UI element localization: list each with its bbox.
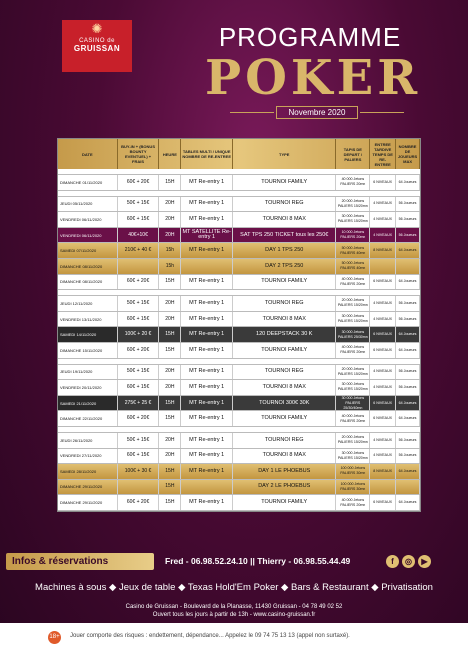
cell-tapis: 40 000 Jetons PALIERS 20mn [336,275,370,290]
phone-numbers [165,556,350,566]
table-header [58,139,420,169]
cell-buyin: 60€ + 20€ [118,275,160,290]
cell-joueurs: 64 Joueurs [396,495,420,510]
cell-type: DAY 1 TPS 250 [233,243,336,258]
cell-date: VENDREDI 20/11/2020 [58,380,118,395]
cell-entree [370,191,396,196]
cell-entree: 6 NIVEAUX [370,175,396,190]
cell-joueurs: 56 Joueurs [396,365,420,380]
cell-entree: 6 NIVEAUX [370,275,396,290]
cell-joueurs: 64 Joueurs [396,411,420,426]
cell-joueurs: 64 Joueurs [396,275,420,290]
cell-entree: 4 NIVEAUX [370,312,396,327]
cell-joueurs [396,427,420,432]
cell-entree [370,169,396,174]
cell-buyin: 60€ + 20€ [118,343,160,358]
cell-heure: 15h [159,243,181,258]
header-heure: HEURE [159,139,181,169]
cell-entree: 4 NIVEAUX [370,380,396,395]
cell-type: TOURNOI FAMILY [233,495,336,510]
cell-tapis: 20 000 Jetons PALIERS 15/20mn [336,197,370,212]
phone-fred[interactable]: Fred - 06.98.52.24.10 [165,556,248,566]
cell-heure: 20H [159,312,181,327]
cell-joueurs [396,480,420,495]
cell-heure: 15H [159,480,181,495]
cell-buyin: 275€ + 25 € [118,396,160,411]
cell-heure: 15H [159,464,181,479]
cell-buyin: 60€ + 15€ [118,212,160,227]
cell-tables: MT Re-entry 1 [181,464,233,479]
cell-tables: MT Re-entry 1 [181,433,233,448]
social-links [386,555,431,568]
cell-entree: 6 NIVEAUX [370,495,396,510]
cell-buyin: 60€ + 20€ [118,175,160,190]
table-row [58,175,420,191]
cell-heure: 15h [159,259,181,274]
cell-tables: MT Re-entry 1 [181,495,233,510]
cell-tables: MT Re-entry 1 [181,175,233,190]
cell-tapis: 100 000 Jetons PALIERS 30mn [336,464,370,479]
cell-date: DIMANCHE 08/11/2020 [58,275,118,290]
cell-heure: 20H [159,212,181,227]
title-programme: PROGRAMME [218,22,402,52]
cell-tapis: 40 000 Jetons PALIERS 20mn [336,343,370,358]
cell-heure: 15H [159,343,181,358]
cell-joueurs: 56 Joueurs [396,296,420,311]
cell-tapis: 40 000 Jetons PALIERS 20mn [336,411,370,426]
cell-joueurs: 64 Joueurs [396,175,420,190]
cell-joueurs: 64 Joueurs [396,464,420,479]
cell-tapis: 30 000 Jetons PALIERS 25/30mn [336,327,370,342]
cell-date [58,427,118,432]
header-tables: TABLES MULTI / UNIQUE NOMBRE DE RE-ENTREE [181,139,233,169]
diamond-separator-icon: ◆ [108,582,117,593]
instagram-icon[interactable]: ◎ [402,555,415,568]
cell-entree: 6 NIVEAUX [370,411,396,426]
cell-buyin: 40€+10€ [118,228,160,243]
cell-tables: MT Re-entry 1 [181,327,233,342]
cell-date: DIMANCHE 15/11/2020 [58,343,118,358]
cell-buyin [118,259,160,274]
table-row [58,243,420,259]
cell-buyin: 60€ + 20€ [118,411,160,426]
table-row [58,449,420,465]
cell-tables: MT Re-entry 1 [181,243,233,258]
cell-type: TOURNOI REG [233,433,336,448]
cell-tables [181,427,233,432]
table-row [58,411,420,427]
cell-date: VENDREDI 13/11/2020 [58,312,118,327]
cell-tapis: 20 000 Jetons PALIERS 15/20mn [336,433,370,448]
address-block [0,603,468,619]
cell-type: TOURNOI 8 MAX [233,449,336,464]
cell-type: DAY 2 TPS 250 [233,259,336,274]
cell-tapis [336,427,370,432]
table-row [58,464,420,480]
cell-tapis: 20 000 Jetons PALIERS 15/20mn [336,365,370,380]
cell-heure [159,169,181,174]
age-18-badge: 18+ [48,631,61,644]
cell-joueurs [396,259,420,274]
table-row [58,296,420,312]
cell-tapis: 10 000 Jetons PALIERS 20mn [336,228,370,243]
cell-tables: MT Re-entry 1 [181,296,233,311]
cell-tables: MT Re-entry 1 [181,449,233,464]
cell-entree: 6 NIVEAUX [370,327,396,342]
cell-joueurs: 56 Joueurs [396,380,420,395]
table-row [58,327,420,343]
cell-joueurs: 64 Joueurs [396,327,420,342]
cell-joueurs [396,191,420,196]
cell-entree [370,359,396,364]
cell-joueurs [396,359,420,364]
cell-buyin [118,480,160,495]
cell-entree: 8 NIVEAUX [370,243,396,258]
cell-tables [181,480,233,495]
table-row [58,228,420,244]
cell-entree [370,290,396,295]
cell-entree [370,427,396,432]
cell-tapis: 30 000 Jetons PALIERS 15/20mn [336,212,370,227]
table-row [58,212,420,228]
table-row [58,259,420,275]
cell-type: TOURNOI 300€ 30K [233,396,336,411]
cell-tapis [336,191,370,196]
month-label: Novembre 2020 [276,106,358,119]
cell-buyin: 60€ + 20€ [118,495,160,510]
cell-tables [181,259,233,274]
cell-tapis: 30 000 Jetons PALIERS 15/20mn [336,312,370,327]
cell-type [233,169,336,174]
cell-type: TOURNOI REG [233,365,336,380]
cell-heure [159,191,181,196]
table-row [58,396,420,412]
cell-heure: 20H [159,365,181,380]
cell-buyin: 50€ + 15€ [118,365,160,380]
cell-type [233,290,336,295]
cell-joueurs [396,290,420,295]
title-poker: POKER [205,50,422,106]
cell-tables: MT Re-entry 1 [181,197,233,212]
cell-tables: MT Re-entry 1 [181,275,233,290]
cell-tables [181,169,233,174]
cell-tables [181,290,233,295]
cell-tables: MT Re-entry 1 [181,312,233,327]
cell-date: SAMEDI 07/11/2020 [58,243,118,258]
cell-joueurs: 64 Joueurs [396,243,420,258]
cell-buyin [118,359,160,364]
cell-tables: MT SATELLITE Re-entry 1 [181,228,233,243]
cell-date [58,290,118,295]
cell-entree: 4 NIVEAUX [370,197,396,212]
cell-joueurs: 64 Joueurs [396,343,420,358]
cell-type: TOURNOI 8 MAX [233,380,336,395]
cell-buyin [118,191,160,196]
cell-entree: 6 NIVEAUX [370,396,396,411]
phone-thierry[interactable]: Thierry - 06.98.55.44.49 [257,556,351,566]
header-buyin: BUY-IN + (BONUS BOUNTY EVENTUEL) + FRAIS [118,139,160,169]
header-tapis: TAPIS DE DEPART / PALIERS [336,139,370,169]
table-row [58,365,420,381]
cell-buyin: 50€ + 15€ [118,197,160,212]
cell-entree [370,259,396,274]
cell-date: SAMEDI 28/11/2020 [58,464,118,479]
table-body [58,169,420,511]
services-line [0,582,468,593]
cell-joueurs [396,169,420,174]
table-row [58,197,420,213]
cell-joueurs: 56 Joueurs [396,312,420,327]
cell-tables: MT Re-entry 1 [181,212,233,227]
cell-date: VENDREDI 06/11/2020 [58,212,118,227]
table-row [58,380,420,396]
schedule-table [57,138,421,512]
cell-tapis: 50 000 Jetons PALIERS 40mn [336,243,370,258]
cell-date: DIMANCHE 22/11/2020 [58,411,118,426]
cell-type: TOURNOI FAMILY [233,411,336,426]
cell-type [233,191,336,196]
cell-heure: 20H [159,380,181,395]
cell-buyin: 60€ + 15€ [118,312,160,327]
service-item: Texas Hold'Em Poker [187,582,279,593]
cell-tapis: 30 000 Jetons PALIERS 25/30/40mn [336,396,370,411]
cell-joueurs: 56 Joueurs [396,212,420,227]
table-row [58,275,420,291]
cell-type: TOURNOI REG [233,296,336,311]
cell-tables [181,359,233,364]
service-item: Machines à sous [35,582,107,593]
table-row [58,495,420,511]
cell-heure: 20H [159,228,181,243]
cell-type: 120 DEEPSTACK 30 K [233,327,336,342]
cell-date: DIMANCHE 08/11/2020 [58,259,118,274]
logo-line1: CASINO de [79,38,115,44]
sun-icon: ✺ [91,21,103,36]
cell-heure: 15H [159,411,181,426]
disclaimer-text: Jouer comporte des risques : endettement, dépendance... Appelez le 09 74 75 13 13 (appel non surtaxé). [70,633,350,639]
cell-buyin: 50€ + 15€ [118,296,160,311]
cell-heure [159,290,181,295]
cell-heure: 15H [159,495,181,510]
cell-date: DIMANCHE 01/11/2020 [58,175,118,190]
cell-type: TOURNOI REG [233,197,336,212]
cell-date: SAMEDI 14/11/2020 [58,327,118,342]
cell-entree: 4 NIVEAUX [370,296,396,311]
cell-tapis: 50 000 Jetons PALIERS 40mn [336,259,370,274]
cell-tapis: 40 000 Jetons PALIERS 20mn [336,175,370,190]
cell-tapis [336,169,370,174]
cell-heure: 15H [159,396,181,411]
cell-joueurs: 64 Joueurs [396,396,420,411]
cell-tapis: 30 000 Jetons PALIERS 15/20mn [336,449,370,464]
disclaimer-bar [0,623,468,653]
cell-buyin: 50€ + 15€ [118,433,160,448]
cell-type: TOURNOI FAMILY [233,175,336,190]
cell-type: TOURNOI FAMILY [233,343,336,358]
header-joueurs: NOMBRE DE JOUEURS MAX [396,139,420,169]
hours-text: Ouvert tous les jours à partir de 13h - www.casino-gruissan.fr [152,612,316,618]
cell-type: DAY 1 LE PHOEBUS [233,464,336,479]
cell-buyin: 60€ + 15€ [118,449,160,464]
cell-tapis: 40 000 Jetons PALIERS 20mn [336,495,370,510]
cell-joueurs: 56 Joueurs [396,197,420,212]
cell-heure: 15H [159,327,181,342]
cell-tapis: 20 000 Jetons PALIERS 15/20mn [336,296,370,311]
cell-buyin: 60€ + 15€ [118,380,160,395]
cell-buyin: 100€ + 30 € [118,464,160,479]
cell-type: TOURNOI 8 MAX [233,212,336,227]
title-rule-right [360,112,404,113]
logo-line2: GRUISSAN [73,44,121,53]
cell-tapis: 30 000 Jetons PALIERS 15/20mn [336,380,370,395]
cell-heure [159,359,181,364]
diamond-separator-icon: ◆ [371,582,379,593]
youtube-icon[interactable]: ▶ [418,555,431,568]
cell-date: VENDREDI 27/11/2020 [58,449,118,464]
cell-heure: 20H [159,197,181,212]
cell-tapis: 100 000 Jetons PALIERS 30mn [336,480,370,495]
cell-tables: MT Re-entry 1 [181,343,233,358]
cell-heure: 15H [159,275,181,290]
table-row [58,433,420,449]
service-item: Jeux de table [118,582,176,593]
title-rule-left [230,112,274,113]
cell-type: TOURNOI FAMILY [233,275,336,290]
cell-type [233,359,336,364]
cell-tapis [336,359,370,364]
phone-separator: || [247,556,258,566]
header-type: TYPE [233,139,336,169]
cell-date [58,169,118,174]
service-item: Privatisation [381,582,433,593]
info-reservations-button[interactable]: Infos & réservations [6,553,154,570]
cell-heure: 20H [159,449,181,464]
cell-entree: 4 NIVEAUX [370,433,396,448]
header-date: DATE [58,139,118,169]
cell-date: DIMANCHE 29/11/2020 [58,480,118,495]
cell-date: JEUDI 19/11/2020 [58,365,118,380]
cell-buyin: 210€ + 40 € [118,243,160,258]
cell-joueurs: 56 Joueurs [396,433,420,448]
cell-type: SAT TPS 250 TICKET tous les 250€ [233,228,336,243]
facebook-icon[interactable]: f [386,555,399,568]
cell-joueurs: 56 Joueurs [396,228,420,243]
cell-entree: 4 NIVEAUX [370,212,396,227]
cell-date: DIMANCHE 29/11/2020 [58,495,118,510]
table-row [58,480,420,496]
cell-buyin [118,427,160,432]
cell-date: VENDREDI 06/11/2020 [58,228,118,243]
service-item: Bars & Restaurant [290,582,369,593]
cell-date [58,359,118,364]
table-row [58,343,420,359]
cell-entree: 4 NIVEAUX [370,449,396,464]
cell-tables: MT Re-entry 1 [181,396,233,411]
diamond-separator-icon: ◆ [178,582,186,593]
header-entree: ENTREE TARDIVE TEMPS DE RE-ENTREE [370,139,396,169]
cell-type [233,427,336,432]
cell-entree: 8 NIVEAUX [370,464,396,479]
cell-heure [159,427,181,432]
address-text: Casino de Gruissan - Boulevard de la Planasse, 11430 Gruissan - 04 78 49 02 52 [125,604,343,610]
cell-buyin: 100€ + 20 € [118,327,160,342]
cell-type: DAY 2 LE PHOEBUS [233,480,336,495]
cell-date: JEUDI 12/11/2020 [58,296,118,311]
cell-tables [181,191,233,196]
cell-buyin [118,290,160,295]
cell-date [58,191,118,196]
cell-date: JEUDI 26/11/2020 [58,433,118,448]
cell-joueurs: 56 Joueurs [396,449,420,464]
cell-type: TOURNOI 8 MAX [233,312,336,327]
cell-heure: 20H [159,296,181,311]
cell-tables: MT Re-entry 1 [181,411,233,426]
cell-entree: 4 NIVEAUX [370,365,396,380]
cell-entree: 4 NIVEAUX [370,228,396,243]
table-row [58,312,420,328]
cell-buyin [118,169,160,174]
cell-tapis [336,290,370,295]
cell-entree: 6 NIVEAUX [370,343,396,358]
cell-tables: MT Re-entry 1 [181,380,233,395]
cell-heure: 20H [159,433,181,448]
cell-heure: 15H [159,175,181,190]
diamond-separator-icon: ◆ [281,582,289,593]
cell-date: SAMEDI 21/11/2020 [58,396,118,411]
cell-tables: MT Re-entry 1 [181,365,233,380]
cell-entree [370,480,396,495]
cell-date: JEUDI 05/11/2020 [58,197,118,212]
casino-logo [62,20,132,72]
